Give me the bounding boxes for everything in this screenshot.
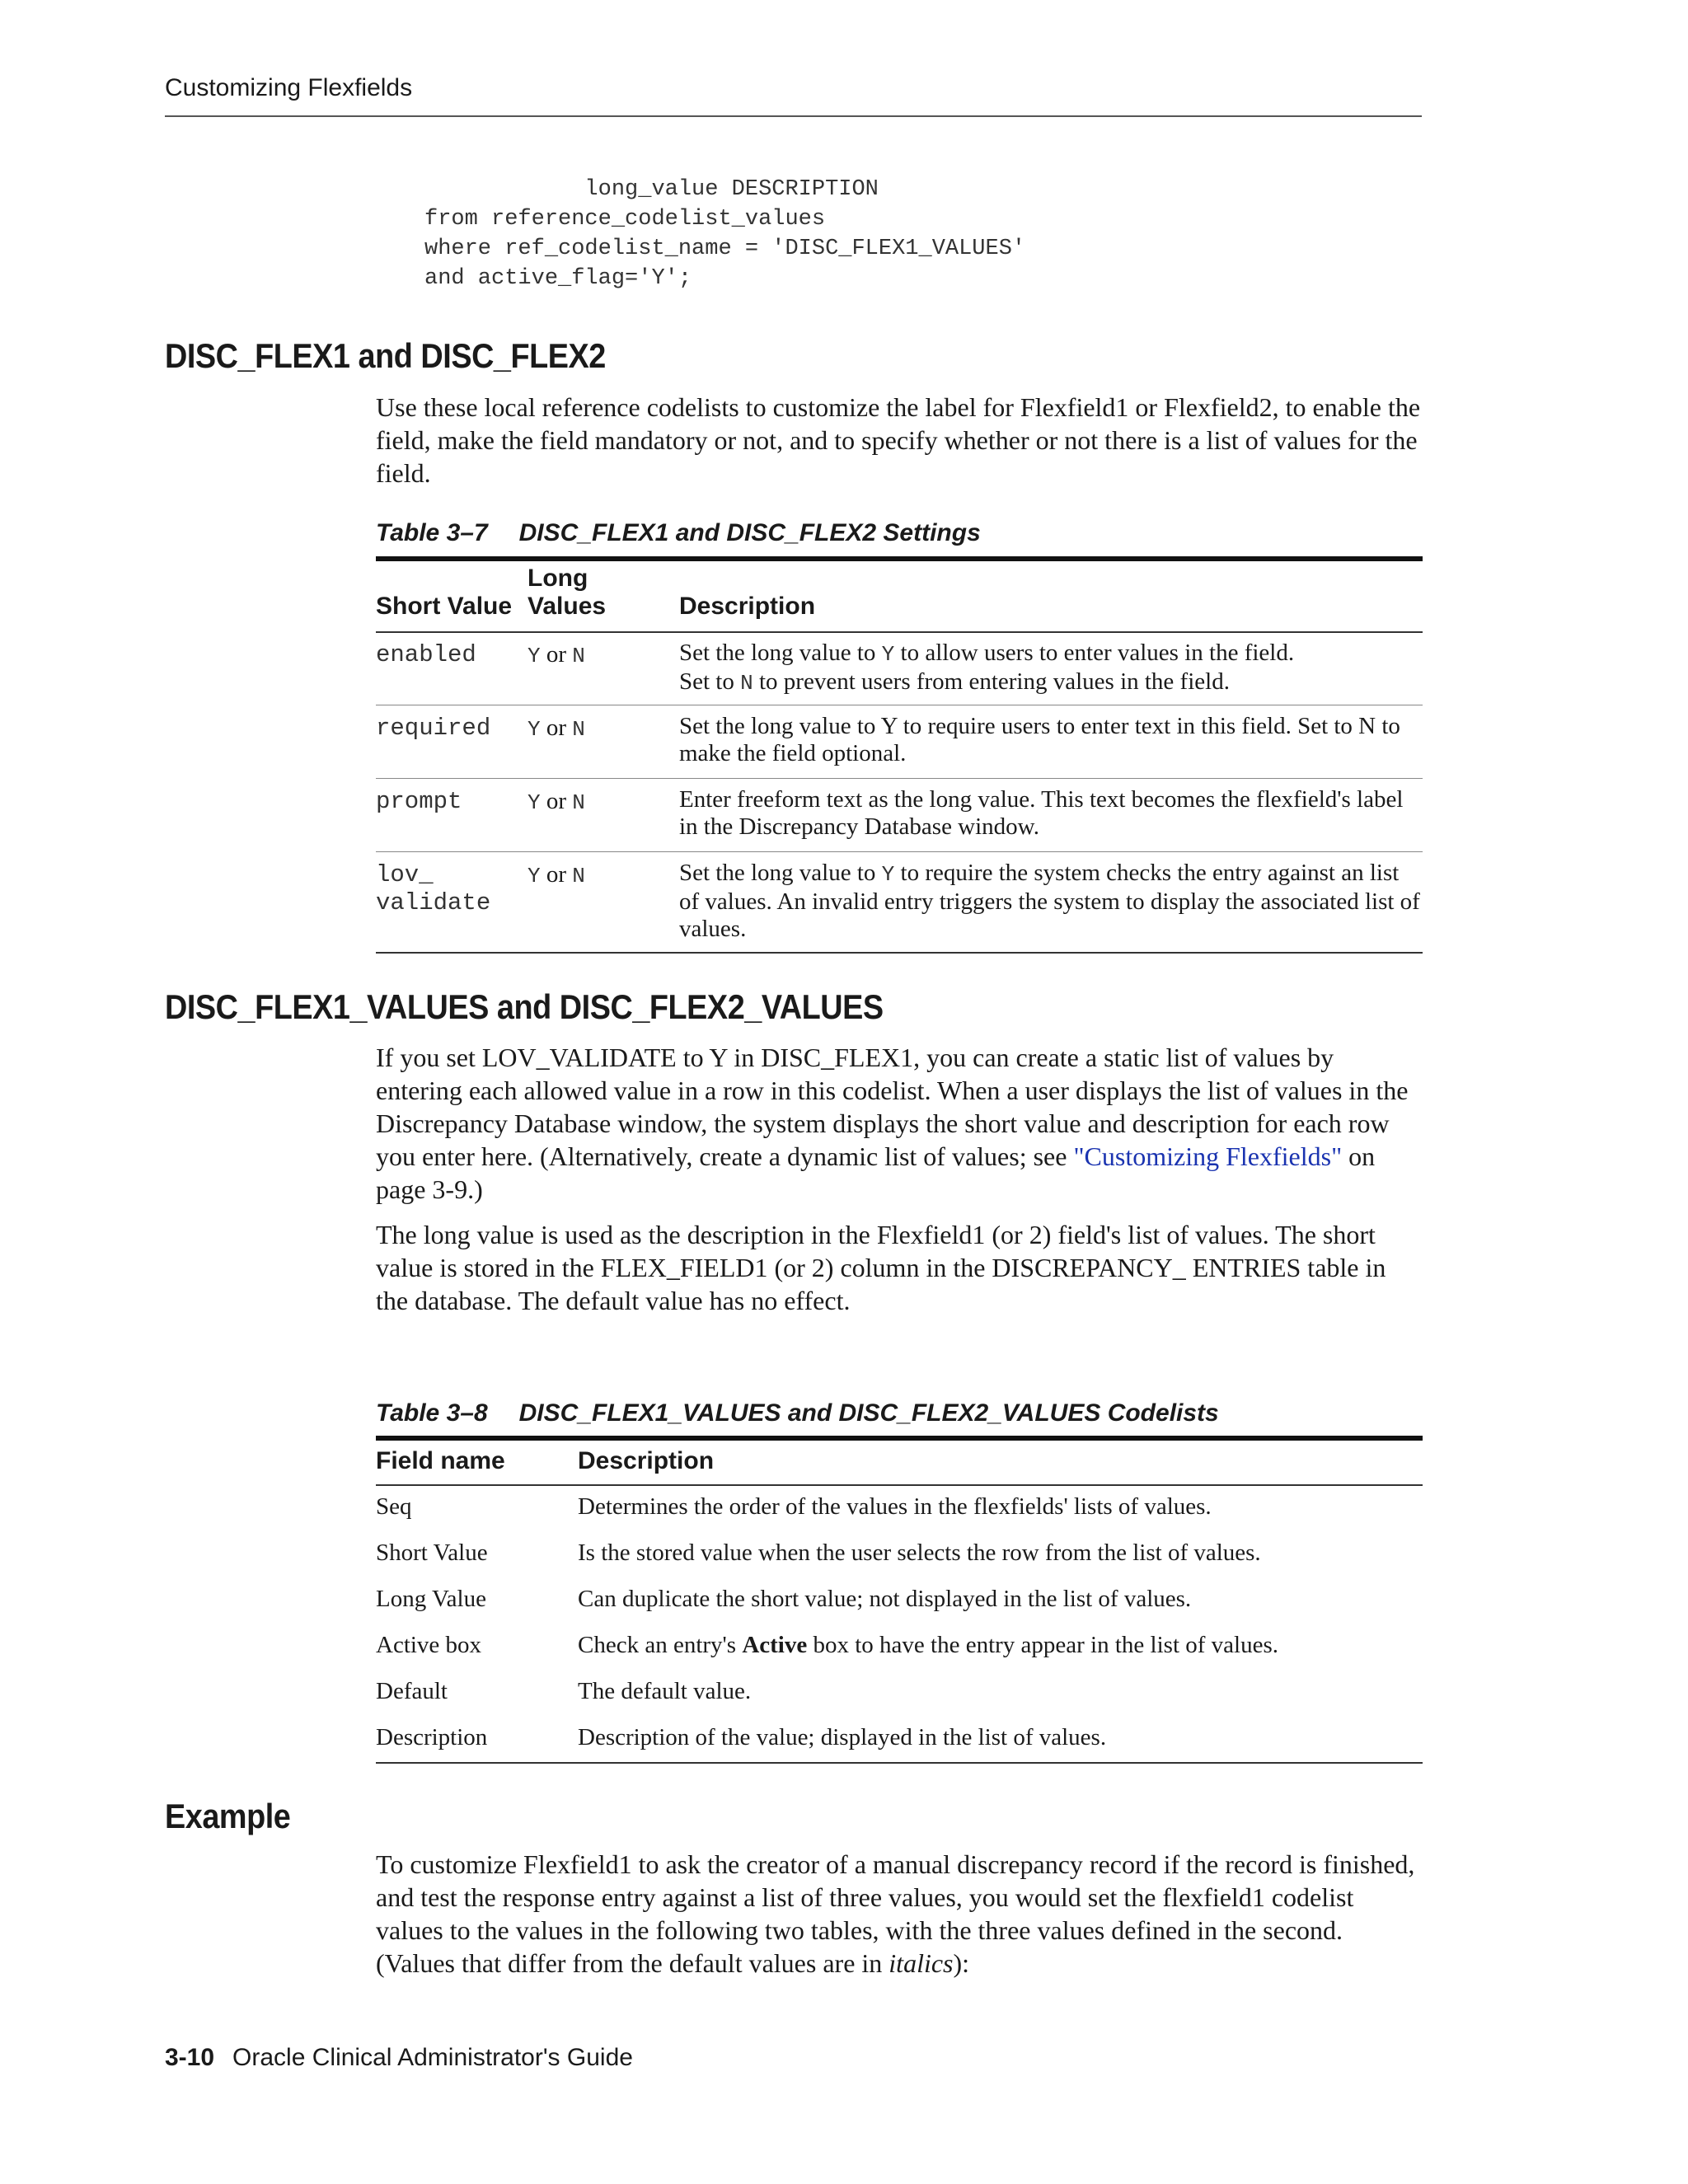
table-cell-description: Set the long value to Y to require the system checks the entry against an list of values. An invalid entry triggers the system to display the associated list of values. <box>679 860 1420 942</box>
table-bottom-rule <box>376 952 1423 954</box>
table-cell-long: Y or N <box>528 641 585 668</box>
table-top-rule <box>376 1436 1423 1441</box>
table-title: DISC_FLEX1_VALUES and DISC_FLEX2_VALUES Codelists <box>518 1399 1219 1427</box>
column-header-long-values: Long Values <box>528 565 607 620</box>
table-cell-short: enabled <box>376 641 476 668</box>
table-number: Table 3–7 <box>376 519 488 546</box>
column-header-description: Description <box>578 1447 715 1474</box>
code-line: where ref_codelist_name = 'DISC_FLEX1_VALUES' <box>424 237 1026 261</box>
code-line: and active_flag='Y'; <box>424 266 692 291</box>
table-cell-description: Determines the order of the values in the flexfields' lists of values. <box>578 1493 1212 1520</box>
table-cell-field: Long Value <box>376 1586 486 1612</box>
running-header: Customizing Flexfields <box>165 74 413 101</box>
header-rule <box>165 115 1422 117</box>
table-cell-description: The default value. <box>578 1678 752 1704</box>
table-cell-description: Set the long value to Y to require users to enter text in this field. Set to N to make the field optional. <box>679 713 1400 766</box>
table-top-rule <box>376 556 1423 561</box>
table-cell-description: Can duplicate the short value; not displayed in the list of values. <box>578 1586 1192 1612</box>
table-cell-short: prompt <box>376 788 462 815</box>
table-cell-description: Enter freeform text as the long value. This text becomes the flexfield's label in the Discrepancy Database window. <box>679 786 1404 840</box>
section-paragraph: The long value is used as the description in the Flexfield1 (or 2) field's list of values. The short value is stored in the FLEX_FIELD1 (or 2) column in the DISCREPANCY_ ENTRIES table in the database. The default value has no effect. <box>376 1220 1386 1315</box>
table-title: DISC_FLEX1 and DISC_FLEX2 Settings <box>518 519 981 546</box>
section-paragraph: To customize Flexfield1 to ask the creator of a manual discrepancy record if the record is finished, and test the response entry against a list of three values, you would set the flexfield1 codelist values to the values in the following two tables, with the three values defined in the second. (Values that differ from the default values are in italics): <box>376 1849 1415 1978</box>
table-cell-short: required <box>376 715 491 742</box>
table-cell-field: Description <box>376 1724 488 1750</box>
table-cell-short: lov_ validate <box>376 861 491 916</box>
column-header-description: Description <box>679 593 816 620</box>
table-caption <box>376 519 981 547</box>
row-divider <box>376 778 1423 779</box>
section-heading-disc-flex: DISC_FLEX1 and DISC_FLEX2 <box>165 336 606 375</box>
section-heading-example: Example <box>165 1797 291 1835</box>
section-heading-disc-flex-values: DISC_FLEX1_VALUES and DISC_FLEX2_VALUES <box>165 987 884 1026</box>
column-header-short-value: Short Value <box>376 593 513 620</box>
table-number: Table 3–8 <box>376 1399 488 1427</box>
table-cell-field: Seq <box>376 1493 412 1520</box>
table-cell-field: Short Value <box>376 1540 488 1566</box>
code-line: long_value DESCRIPTION <box>424 177 879 202</box>
table-cell-description: Check an entry's Active box to have the entry appear in the list of values. <box>578 1632 1278 1658</box>
table-cell-long: Y or N <box>528 788 585 815</box>
header-rule <box>376 1484 1423 1486</box>
code-line: from reference_codelist_values <box>424 207 826 232</box>
section-paragraph: If you set LOV_VALIDATE to Y in DISC_FLEX1, you can create a static list of values by entering each allowed value in a row in this codelist. When a user displays the list of values in the Discrepancy Database window, the system displays the short value and description for each row you enter here. (Alternatively, create a dynamic list of values; see "Customizing Flexfields" on page 3-9.) <box>376 1043 1409 1204</box>
table-cell-description: Is the stored value when the user selects the row from the list of values. <box>578 1540 1261 1566</box>
page-number: 3-10 <box>165 2044 215 2071</box>
table-cell-description: Set the long value to Y to allow users to enter values in the field. Set to N to prevent users from entering values in the field. <box>679 640 1295 696</box>
table-caption <box>376 1399 1219 1427</box>
table-cell-long: Y or N <box>528 861 585 888</box>
row-divider <box>376 851 1423 852</box>
column-header-field-name: Field name <box>376 1447 505 1474</box>
section-paragraph: Use these local reference codelists to customize the label for Flexfield1 or Flexfield2, to enable the field, make the field mandatory or not, and to specify whether or not there is a list of values for the field. <box>376 392 1421 488</box>
table-cell-long: Y or N <box>528 715 585 742</box>
customizing-flexfields-link[interactable]: "Customizing Flexfields" <box>1073 1141 1343 1171</box>
table-cell-field: Active box <box>376 1632 482 1658</box>
table-bottom-rule <box>376 1762 1423 1764</box>
book-title: Oracle Clinical Administrator's Guide <box>232 2044 633 2071</box>
code-block <box>424 175 1025 293</box>
page-footer <box>165 2044 633 2072</box>
table-cell-description: Description of the value; displayed in the list of values. <box>578 1724 1107 1750</box>
header-rule <box>376 631 1423 633</box>
table-cell-field: Default <box>376 1678 448 1704</box>
